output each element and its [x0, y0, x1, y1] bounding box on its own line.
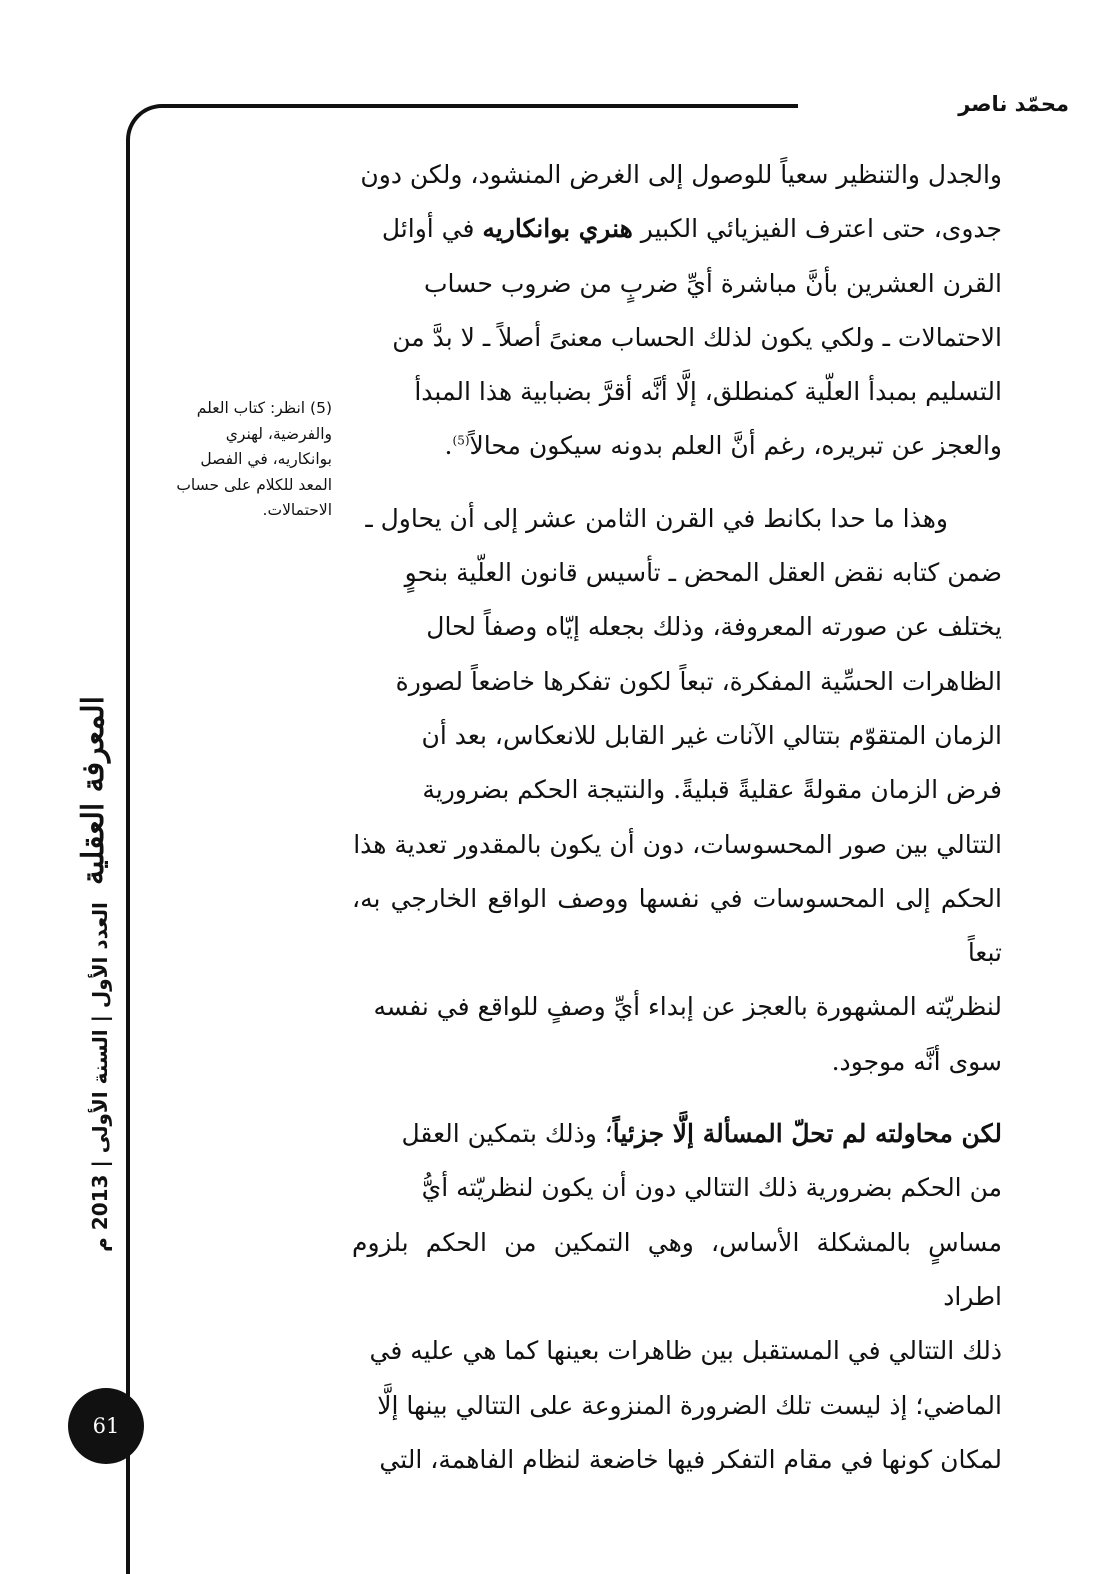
main-body-text [352, 148, 1002, 1487]
body-line: جدوى، حتى اعترف الفيزيائي الكبير [640, 214, 1002, 244]
body-line: يختلف عن صورته المعروفة، وذلك بجعله إيّاه وصفاً لحال [426, 612, 1002, 642]
body-line: القرن العشرين بأنَّ مباشرة أيِّ ضربٍ من ضروب حساب [423, 268, 1002, 298]
issue-info [80, 902, 120, 1252]
body-line: الماضي؛ إذ ليست تلك الضرورة المنزوعة على التتالي بينها إلَّا [377, 1390, 1002, 1420]
page-number: 61 [92, 1414, 120, 1438]
body-line: الزمان المتقوّم بتتالي الآنات غير القابل للانعكاس، بعد أن [421, 720, 1002, 750]
footnote-line: الاحتمالات. [262, 501, 332, 519]
footnote-line: بوانكاريه، في الفصل [200, 450, 332, 468]
body-line: من الحكم بضرورية ذلك التتالي دون أن يكون لنظريّته أيُّ [421, 1173, 1002, 1203]
body-line: الحكم إلى المحسوسات في نفسها ووصف الواقع الخارجي به، تبعاً [352, 883, 1002, 968]
margin-footnote [150, 396, 332, 524]
paragraph-2 [352, 492, 1002, 1089]
paragraph-3 [352, 1107, 1002, 1487]
body-line: لنظريّته المشهورة بالعجز عن إبداء أيِّ وصفٍ للواقع في نفسه [373, 992, 1002, 1022]
journal-logo [56, 690, 130, 890]
paragraph-1 [352, 148, 1002, 474]
body-line-end: . [444, 431, 453, 461]
footnote-line: والفرضية، لهنري [225, 424, 332, 443]
body-line: التسليم بمبدأ العلّية كمنطلق، إلَّا أنَّه أقرَّ بضبابية هذا المبدأ [414, 377, 1002, 407]
body-line: ؛ وذلك بتمكين العقل [401, 1119, 613, 1149]
body-line: في أوائل [381, 214, 475, 244]
footnote-reference: (5) [452, 434, 470, 449]
page-number-badge [68, 1388, 144, 1464]
body-line: والعجز عن تبريره، رغم أنَّ العلم بدونه سيكون محالاً [469, 431, 1002, 461]
body-line: ذلك التتالي في المستقبل بين ظاهرات بعينها كما هي عليه في [369, 1336, 1002, 1366]
body-line: الاحتمالات ـ ولكي يكون لذلك الحساب معنىً أصلاً ـ لا بدَّ من [392, 322, 1002, 352]
body-line: الظاهرات الحسِّية المفكرة، تبعاً لكون تفكرها خاضعاً لصورة [395, 666, 1002, 696]
body-line: وهذا ما حدا بكانط في القرن الثامن عشر إلى أن يحاول ـ [365, 503, 948, 533]
body-line: والجدل والتنظير سعياً للوصول إلى الغرض المنشود، ولكن دون [360, 160, 1002, 189]
footnote-line: (5) انظر: كتاب العلم [196, 399, 332, 417]
running-header-author: محمّد ناصر [958, 92, 1069, 116]
emphasis-text: لكن محاولته لم تحلّ المسألة إلَّا جزئياً [612, 1119, 1002, 1149]
body-line: فرض الزمان مقولةً عقليةً قبليةً. والنتيجة الحكم بضرورية [422, 775, 1002, 805]
body-line: التتالي بين صور المحسوسات، دون أن يكون بالمقدور تعدية هذا [353, 829, 1002, 859]
person-name: هنري بوانكاريه [482, 214, 633, 244]
body-line: سوى أنَّه موجود. [831, 1046, 1002, 1076]
journal-logo-text: المعرفة العقلية [75, 695, 111, 885]
body-line: لمكان كونها في مقام التفكر فيها خاضعة لنظام الفاهمة، التي [379, 1444, 1002, 1474]
body-line: ضمن كتابه نقض العقل المحض ـ تأسيس قانون العلّية بنحوٍ [404, 558, 1002, 588]
issue-info-text: العدد الأول | السنة الأولى | 2013 م [88, 902, 112, 1252]
body-line: مساسٍ بالمشكلة الأساس، وهي التمكين من الحكم بلزوم اطراد [352, 1227, 1002, 1311]
footnote-line: المعد للكلام على حساب [176, 475, 332, 494]
